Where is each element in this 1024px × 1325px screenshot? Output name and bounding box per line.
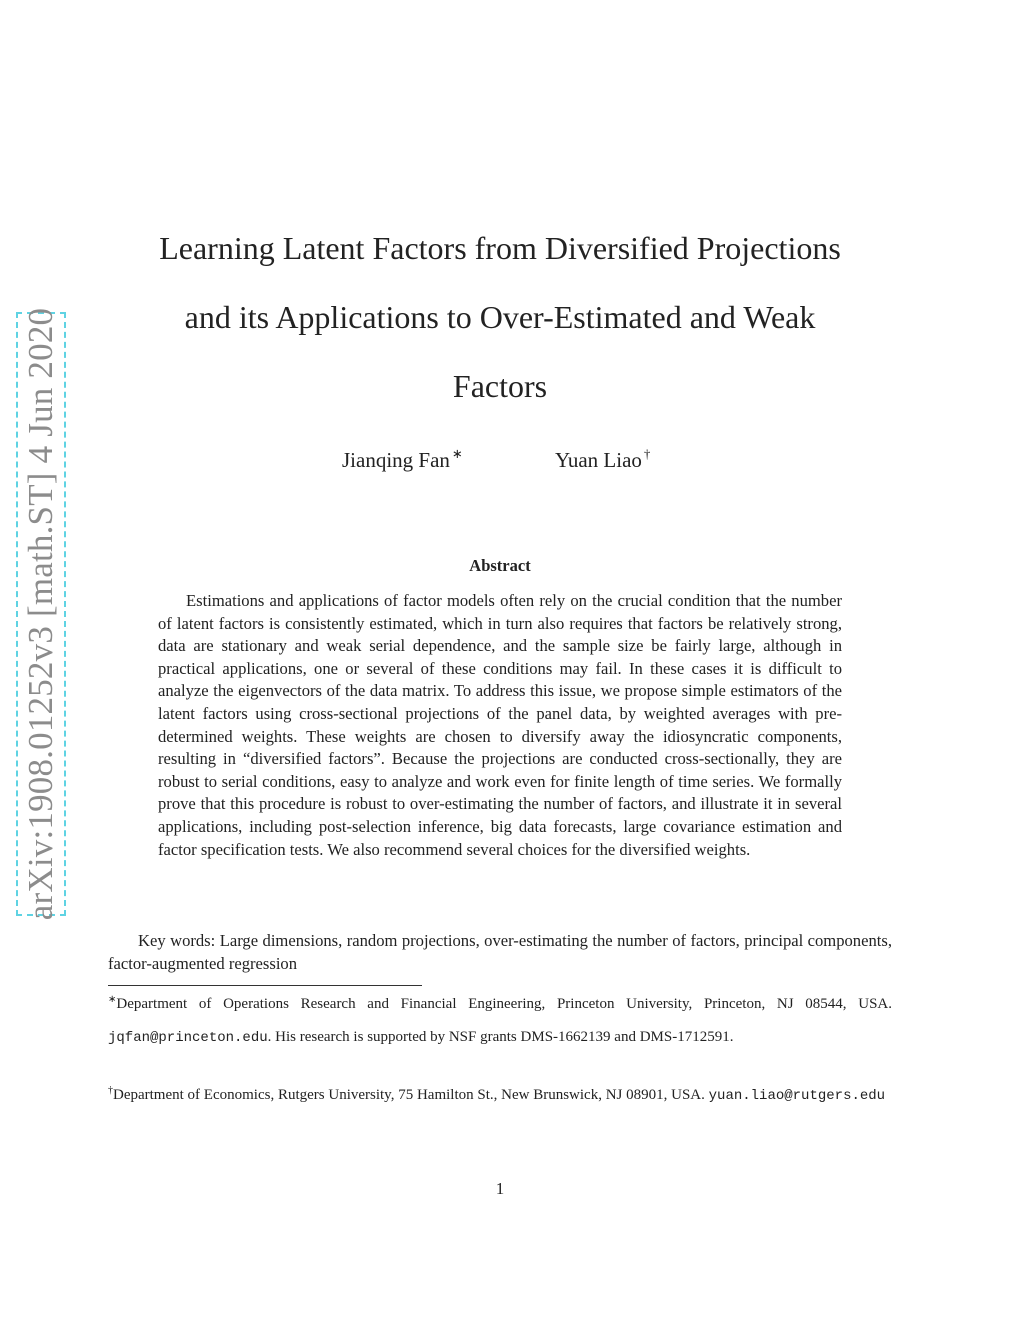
- email-link-liao[interactable]: yuan.liao@rutgers.edu: [708, 1088, 886, 1104]
- abstract-heading: Abstract: [469, 556, 531, 575]
- footnote-mark: †: [108, 1085, 113, 1096]
- footnote-funding: . His research is supported by NSF grants DMS-1662139 and DMS-1712591.: [267, 1029, 734, 1045]
- author-footnote-mark: ∗: [451, 446, 463, 461]
- author-footnote-mark: †: [643, 446, 651, 461]
- footnote-fan: [108, 983, 892, 1055]
- author-name: Jianqing Fan: [342, 448, 450, 472]
- abstract-text: Estimations and applications of factor models often rely on the crucial condition that the number of latent factors is consistently estimated, which in turn also requires that factors be relatively strong, data are stationary and weak serial dependence, and the sample size be fairly large, although in practical applications, one or several of these conditions may fail. In these cases it is difficult to analyze the eigenvectors of the data matrix. To address this issue, we propose simple estimators of the latent factors using cross-sectional projections of the panel data, by weighted averages with pre-determined weights. These weights are chosen to diversify away the idiosyncratic components, resulting in “diversified factors”. Because the projections are conducted cross-sectionally, they are robust to serial conditions, easy to analyze and work even for finite length of time series. We formally prove that this procedure is robust to over-estimating the number of factors, and illustrate it in several applications, including post-selection inference, big data forecasts, large covariance estimation and factor specification tests. We also recommend several choices for the diversified weights.: [158, 591, 842, 859]
- footnote-mark: ∗: [108, 994, 117, 1005]
- author-name: Yuan Liao: [555, 448, 642, 472]
- author-liao: [555, 446, 650, 473]
- page-number: 1: [495, 1179, 505, 1198]
- author-fan: [342, 446, 463, 473]
- arxiv-sidebar-stamp: [16, 307, 66, 921]
- email-link-fan[interactable]: jqfan@princeton.edu: [108, 1030, 268, 1046]
- keywords: Key words: Large dimensions, random projections, over-estimating the number of factors, principal components, factor-augmented regression: [108, 931, 892, 973]
- footnote-affiliation: Department of Operations Research and Financial Engineering, Princeton University, Princeton, NJ 08544, USA.: [116, 996, 892, 1012]
- footnote-affiliation: Department of Economics, Rutgers University, 75 Hamilton St., New Brunswick, NJ 08901, USA.: [113, 1087, 709, 1103]
- title-line-1: Learning Latent Factors from Diversified Projections: [159, 230, 841, 266]
- paper-title: [110, 214, 890, 421]
- title-line-2: and its Applications to Over-Estimated and Weak: [184, 299, 816, 335]
- footnote-liao: [108, 1074, 892, 1113]
- title-line-3: Factors: [452, 368, 548, 404]
- arxiv-identifier: arXiv:1908.01252v3 [math.ST] 4 Jun 2020: [21, 307, 60, 921]
